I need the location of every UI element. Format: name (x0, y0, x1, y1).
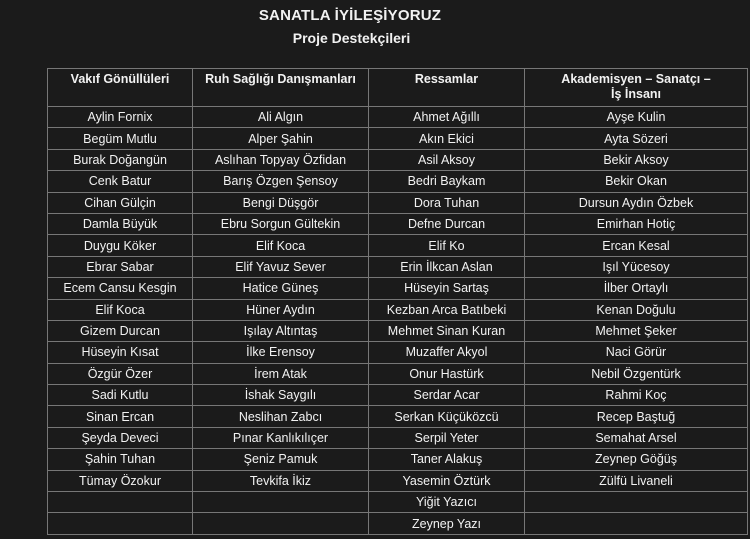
table-cell-akademisyen-sanatci-is-insani: Semahat Arsel (525, 427, 748, 448)
table-row (48, 320, 748, 341)
table-row (48, 256, 748, 277)
table-row (48, 342, 748, 363)
table-row (48, 427, 748, 448)
table-cell-vakif-gonulluleri: Ebrar Sabar (48, 256, 193, 277)
table-cell-akademisyen-sanatci-is-insani: İlber Ortaylı (525, 278, 748, 299)
table-cell-vakif-gonulluleri: Şahin Tuhan (48, 449, 193, 470)
table-cell-akademisyen-sanatci-is-insani: Rahmi Koç (525, 385, 748, 406)
table-cell-akademisyen-sanatci-is-insani: Dursun Aydın Özbek (525, 192, 748, 213)
table-cell-ruh-sagligi-danismanlari: İrem Atak (193, 363, 369, 384)
column-header-label: Akademisyen – Sanatçı – (561, 72, 711, 86)
table-cell-vakif-gonulluleri: Elif Koca (48, 299, 193, 320)
table-cell-ruh-sagligi-danismanlari: Hüner Aydın (193, 299, 369, 320)
table-cell-ruh-sagligi-danismanlari: Tevkifa İkiz (193, 470, 369, 491)
table-cell-akademisyen-sanatci-is-insani: Zeynep Göğüş (525, 449, 748, 470)
table-cell-ressamlar: Muzaffer Akyol (369, 342, 525, 363)
table-cell-ruh-sagligi-danismanlari: Ebru Sorgun Gültekin (193, 213, 369, 234)
table-cell-akademisyen-sanatci-is-insani (525, 513, 748, 534)
table-cell-vakif-gonulluleri: Cenk Batur (48, 171, 193, 192)
table-cell-vakif-gonulluleri: Aylin Fornix (48, 107, 193, 128)
table-cell-vakif-gonulluleri: Begüm Mutlu (48, 128, 193, 149)
table-cell-ruh-sagligi-danismanlari (193, 492, 369, 513)
table-row (48, 299, 748, 320)
table-cell-ressamlar: Taner Alakuş (369, 449, 525, 470)
table-cell-vakif-gonulluleri: Ecem Cansu Kesgin (48, 278, 193, 299)
table-row (48, 171, 748, 192)
table-cell-ressamlar: Ahmet Ağıllı (369, 107, 525, 128)
table-cell-ressamlar: Defne Durcan (369, 213, 525, 234)
table-cell-ruh-sagligi-danismanlari: Işılay Altıntaş (193, 320, 369, 341)
table-cell-ruh-sagligi-danismanlari: Pınar Kanlıkılıçer (193, 427, 369, 448)
table-cell-ressamlar: Kezban Arca Batıbeki (369, 299, 525, 320)
table-cell-ruh-sagligi-danismanlari: İshak Saygılı (193, 385, 369, 406)
table-row (48, 213, 748, 234)
table-row (48, 492, 748, 513)
table-row (48, 149, 748, 170)
table-row (48, 107, 748, 128)
table-cell-ruh-sagligi-danismanlari: Bengi Düşgör (193, 192, 369, 213)
table-row (48, 235, 748, 256)
table-cell-ressamlar: Yasemin Öztürk (369, 470, 525, 491)
table-cell-ruh-sagligi-danismanlari: Şeniz Pamuk (193, 449, 369, 470)
table-row (48, 470, 748, 491)
table-cell-ruh-sagligi-danismanlari: İlke Erensoy (193, 342, 369, 363)
table-cell-ressamlar: Dora Tuhan (369, 192, 525, 213)
column-header-ruh-sagligi-danismanlari (193, 69, 369, 107)
table-cell-ruh-sagligi-danismanlari: Neslihan Zabcı (193, 406, 369, 427)
table-row (48, 449, 748, 470)
page-subtitle: Proje Destekçileri (292, 30, 411, 46)
column-header-vakif-gonulluleri (48, 69, 193, 107)
table-cell-akademisyen-sanatci-is-insani: Naci Görür (525, 342, 748, 363)
table-cell-akademisyen-sanatci-is-insani: Ercan Kesal (525, 235, 748, 256)
table-cell-akademisyen-sanatci-is-insani: Bekir Okan (525, 171, 748, 192)
table-cell-vakif-gonulluleri: Duygu Köker (48, 235, 193, 256)
column-header-label: Vakıf Gönüllüleri (70, 72, 170, 86)
column-header-ressamlar (369, 69, 525, 107)
table-row (48, 406, 748, 427)
table-cell-ressamlar: Akın Ekici (369, 128, 525, 149)
column-header-label: Ruh Sağlığı Danışmanları (205, 72, 356, 86)
table-row (48, 513, 748, 534)
table-row (48, 363, 748, 384)
table-cell-vakif-gonulluleri: Damla Büyük (48, 213, 193, 234)
table-cell-vakif-gonulluleri (48, 492, 193, 513)
table-cell-ressamlar: Elif Ko (369, 235, 525, 256)
table-cell-ressamlar: Serdar Acar (369, 385, 525, 406)
table-cell-akademisyen-sanatci-is-insani: Işıl Yücesoy (525, 256, 748, 277)
table-cell-ruh-sagligi-danismanlari: Elif Koca (193, 235, 369, 256)
table-cell-vakif-gonulluleri: Özgür Özer (48, 363, 193, 384)
table-cell-vakif-gonulluleri: Cihan Gülçin (48, 192, 193, 213)
table-cell-ressamlar: Yiğit Yazıcı (369, 492, 525, 513)
table-row (48, 192, 748, 213)
table-row (48, 128, 748, 149)
table-cell-akademisyen-sanatci-is-insani: Zülfü Livaneli (525, 470, 748, 491)
table-row (48, 278, 748, 299)
page-header (0, 6, 750, 48)
table-cell-ressamlar: Erin İlkcan Aslan (369, 256, 525, 277)
table-cell-ressamlar: Bedri Baykam (369, 171, 525, 192)
table-cell-ressamlar: Onur Hastürk (369, 363, 525, 384)
table-row (48, 385, 748, 406)
table-cell-ressamlar: Serpil Yeter (369, 427, 525, 448)
table-cell-vakif-gonulluleri: Sinan Ercan (48, 406, 193, 427)
table-cell-ressamlar: Mehmet Sinan Kuran (369, 320, 525, 341)
table-cell-akademisyen-sanatci-is-insani (525, 492, 748, 513)
table-cell-ruh-sagligi-danismanlari: Alper Şahin (193, 128, 369, 149)
table-cell-ruh-sagligi-danismanlari: Ali Algın (193, 107, 369, 128)
column-header-label: İş İnsanı (610, 87, 662, 101)
page-title: SANATLA İYİLEŞİYORUZ (258, 7, 442, 24)
table-cell-vakif-gonulluleri: Gizem Durcan (48, 320, 193, 341)
table-cell-vakif-gonulluleri: Burak Doğangün (48, 149, 193, 170)
table-header-row (48, 69, 748, 107)
table-cell-akademisyen-sanatci-is-insani: Recep Baştuğ (525, 406, 748, 427)
table-cell-ruh-sagligi-danismanlari: Hatice Güneş (193, 278, 369, 299)
table-cell-ruh-sagligi-danismanlari: Aslıhan Topyay Özfidan (193, 149, 369, 170)
table-cell-akademisyen-sanatci-is-insani: Kenan Doğulu (525, 299, 748, 320)
table-cell-akademisyen-sanatci-is-insani: Ayşe Kulin (525, 107, 748, 128)
table-cell-akademisyen-sanatci-is-insani: Bekir Aksoy (525, 149, 748, 170)
table-cell-ressamlar: Asil Aksoy (369, 149, 525, 170)
table-cell-akademisyen-sanatci-is-insani: Mehmet Şeker (525, 320, 748, 341)
table-cell-ressamlar: Hüseyin Sartaş (369, 278, 525, 299)
table-cell-akademisyen-sanatci-is-insani: Nebil Özgentürk (525, 363, 748, 384)
table-cell-ressamlar: Zeynep Yazı (369, 513, 525, 534)
table-cell-vakif-gonulluleri (48, 513, 193, 534)
table-cell-vakif-gonulluleri: Şeyda Deveci (48, 427, 193, 448)
table-body (48, 107, 748, 535)
table-cell-akademisyen-sanatci-is-insani: Ayta Sözeri (525, 128, 748, 149)
table-cell-vakif-gonulluleri: Sadi Kutlu (48, 385, 193, 406)
table-cell-ruh-sagligi-danismanlari (193, 513, 369, 534)
column-header-akademisyen-sanatci-is-insani (525, 69, 748, 107)
table-cell-vakif-gonulluleri: Tümay Özokur (48, 470, 193, 491)
table-cell-akademisyen-sanatci-is-insani: Emirhan Hotiç (525, 213, 748, 234)
table-cell-ruh-sagligi-danismanlari: Barış Özgen Şensoy (193, 171, 369, 192)
column-header-label: Ressamlar (414, 72, 479, 86)
supporters-table (47, 68, 748, 535)
table-cell-ruh-sagligi-danismanlari: Elif Yavuz Sever (193, 256, 369, 277)
table-cell-vakif-gonulluleri: Hüseyin Kısat (48, 342, 193, 363)
table-cell-ressamlar: Serkan Küçüközcü (369, 406, 525, 427)
